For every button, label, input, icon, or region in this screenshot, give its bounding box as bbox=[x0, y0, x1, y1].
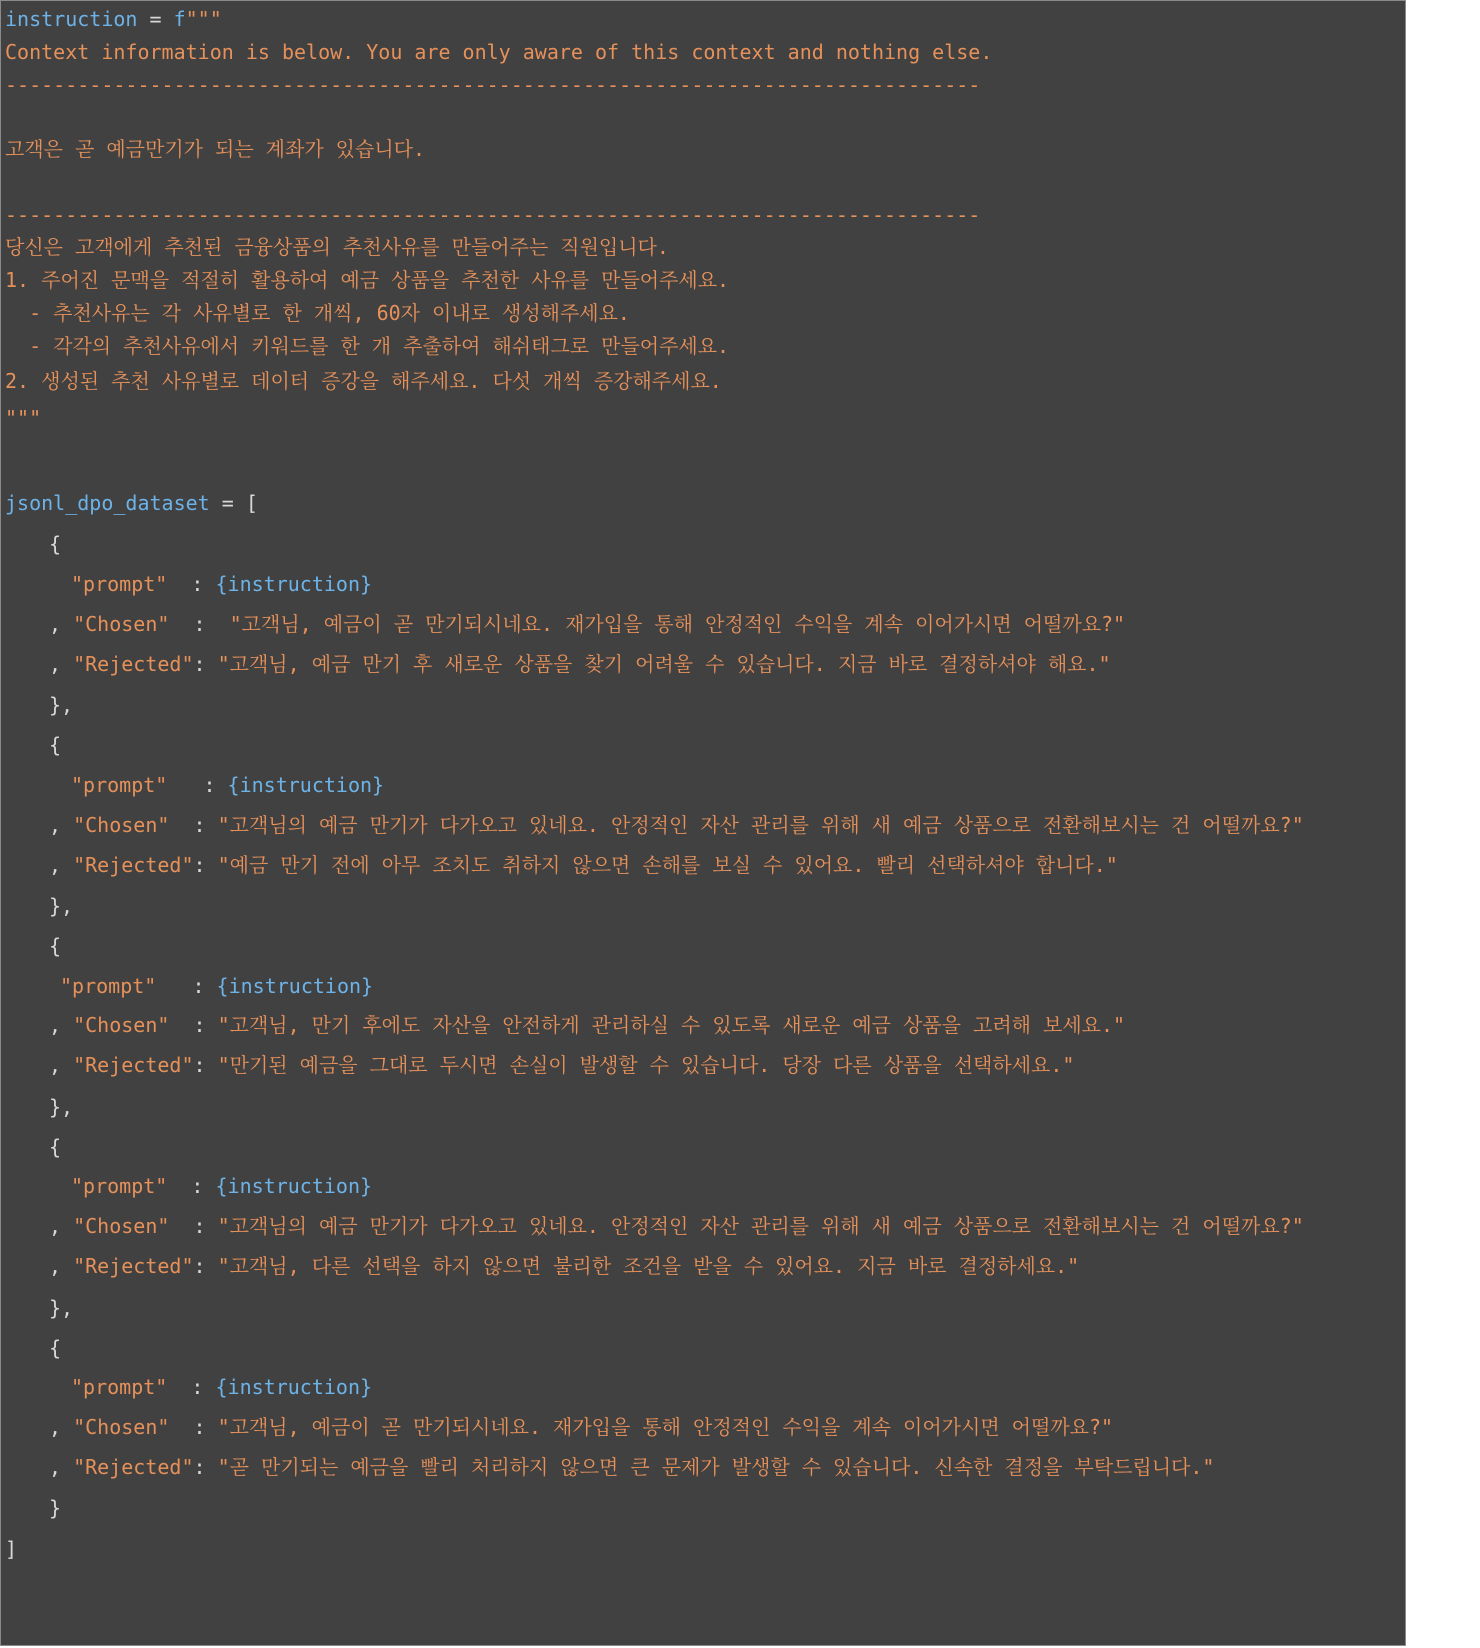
entry-2-rejected-line bbox=[49, 852, 1118, 878]
entry-2-prompt-line bbox=[71, 772, 384, 798]
entry-3-chosen-line bbox=[49, 1012, 1125, 1038]
prompt-separator: : bbox=[167, 1174, 216, 1198]
prompt-separator: : bbox=[156, 974, 217, 998]
role-line: 당신은 고객에게 추천된 금융상품의 추천사유를 만들어주는 직원입니다. bbox=[5, 235, 669, 259]
chosen-key: "Chosen" bbox=[73, 1415, 170, 1439]
comma: , bbox=[49, 1254, 74, 1278]
comma: , bbox=[49, 1455, 74, 1479]
context-line: Context information is below. You are only aware of this context and nothing else. bbox=[5, 40, 993, 64]
triple-quote-open: """ bbox=[185, 7, 222, 31]
chosen-value: "고객님, 만기 후에도 자산을 안전하게 관리하실 수 있도록 새로운 예금 상품을 고려해 보세요." bbox=[217, 1013, 1126, 1037]
dataset-variable: jsonl_dpo_dataset bbox=[5, 491, 210, 515]
rejected-key: "Rejected" bbox=[73, 1455, 194, 1479]
instruction-ref: {instruction} bbox=[215, 1174, 373, 1198]
entry-5-open-brace: { bbox=[49, 1336, 62, 1360]
entry-4-close-brace: }, bbox=[49, 1296, 74, 1320]
rejected-value: "고객님, 예금 만기 후 새로운 상품을 찾기 어려울 수 있습니다. 지금 바로 결정하셔야 해요." bbox=[217, 652, 1111, 676]
chosen-separator: : bbox=[169, 1415, 218, 1439]
chosen-separator: : bbox=[169, 813, 218, 837]
fstring-prefix: f bbox=[173, 7, 186, 31]
rejected-value: "예금 만기 전에 아무 조치도 취하지 않으면 손해를 보실 수 있어요. 빨리 선택하셔야 합니다." bbox=[217, 853, 1118, 877]
comma: , bbox=[49, 1415, 74, 1439]
chosen-value: "고객님의 예금 만기가 다가오고 있네요. 안정적인 자산 관리를 위해 새 예금 상품으로 전환해보시는 건 어떨까요?" bbox=[217, 813, 1304, 837]
entry-4-prompt-line bbox=[71, 1173, 372, 1199]
instruction-ref: {instruction} bbox=[216, 974, 374, 998]
rejected-separator: : bbox=[193, 853, 218, 877]
entry-5-prompt-line bbox=[71, 1374, 372, 1400]
instruction-ref: {instruction} bbox=[215, 1375, 373, 1399]
step-1: 1. 주어진 문맥을 적절히 활용하여 예금 상품을 추천한 사유를 만들어주세요. bbox=[5, 268, 730, 292]
chosen-key: "Chosen" bbox=[73, 813, 170, 837]
entry-2-chosen-line bbox=[49, 812, 1304, 838]
chosen-value: "고객님의 예금 만기가 다가오고 있네요. 안정적인 자산 관리를 위해 새 예금 상품으로 전환해보시는 건 어떨까요?" bbox=[217, 1214, 1304, 1238]
rejected-separator: : bbox=[193, 1455, 218, 1479]
entry-4-rejected-line bbox=[49, 1253, 1079, 1279]
dataset-assign: = [ bbox=[209, 491, 258, 515]
rejected-separator: : bbox=[193, 1053, 218, 1077]
code-line-instruction-assign bbox=[5, 6, 222, 32]
comma: , bbox=[49, 813, 74, 837]
entry-4-open-brace: { bbox=[49, 1135, 62, 1159]
comma: , bbox=[49, 853, 74, 877]
comma: , bbox=[49, 612, 74, 636]
entry-5-chosen-line bbox=[49, 1414, 1113, 1440]
rejected-key: "Rejected" bbox=[73, 1053, 194, 1077]
triple-quote-close: """ bbox=[5, 406, 42, 430]
instruction-ref: {instruction} bbox=[227, 773, 385, 797]
step-2: 2. 생성된 추천 사유별로 데이터 증강을 해주세요. 다섯 개씩 증강해주세요. bbox=[5, 369, 722, 393]
chosen-key: "Chosen" bbox=[73, 1214, 170, 1238]
entry-3-close-brace: }, bbox=[49, 1095, 74, 1119]
rejected-value: "만기된 예금을 그대로 두시면 손실이 발생할 수 있습니다. 당장 다른 상품을 선택하세요." bbox=[217, 1053, 1075, 1077]
chosen-key: "Chosen" bbox=[73, 1013, 170, 1037]
rejected-value: "고객님, 다른 선택을 하지 않으면 불리한 조건을 받을 수 있어요. 지금 바로 결정하세요." bbox=[217, 1254, 1080, 1278]
prompt-separator: : bbox=[167, 1375, 216, 1399]
prompt-key: "prompt" bbox=[71, 1174, 168, 1198]
entry-1-prompt-line bbox=[71, 571, 372, 597]
instruction-ref: {instruction} bbox=[215, 572, 373, 596]
chosen-value: "고객님, 예금이 곧 만기되시네요. 재가입을 통해 안정적인 수익을 계속 이어가시면 어떨까요?" bbox=[229, 612, 1126, 636]
rejected-separator: : bbox=[193, 652, 218, 676]
comma: , bbox=[49, 1214, 74, 1238]
prompt-key: "prompt" bbox=[71, 572, 168, 596]
code-line-dataset-assign bbox=[5, 490, 258, 516]
separator-bottom: --------------------------------------------------------------------------------- bbox=[5, 203, 981, 227]
step-1b: - 각각의 추천사유에서 키워드를 한 개 추출하여 해쉬태그로 만들어주세요. bbox=[5, 334, 730, 358]
chosen-key: "Chosen" bbox=[73, 612, 170, 636]
chosen-separator: : bbox=[169, 1013, 218, 1037]
separator-top: --------------------------------------------------------------------------------- bbox=[5, 73, 981, 97]
rejected-key: "Rejected" bbox=[73, 853, 194, 877]
step-1a: - 추천사유는 각 사유별로 한 개씩, 60자 이내로 생성해주세요. bbox=[5, 301, 630, 325]
entry-3-prompt-line bbox=[60, 973, 373, 999]
comma: , bbox=[49, 652, 74, 676]
entry-1-open-brace: { bbox=[49, 532, 62, 556]
entry-4-chosen-line bbox=[49, 1213, 1304, 1239]
comma: , bbox=[49, 1053, 74, 1077]
rejected-key: "Rejected" bbox=[73, 1254, 194, 1278]
dataset-close-bracket: ] bbox=[5, 1537, 18, 1561]
entry-1-rejected-line bbox=[49, 651, 1111, 677]
rejected-value: "곧 만기되는 예금을 빨리 처리하지 않으면 큰 문제가 발생할 수 있습니다. 신속한 결정을 부탁드립니다." bbox=[217, 1455, 1215, 1479]
rejected-key: "Rejected" bbox=[73, 652, 194, 676]
entry-5-rejected-line bbox=[49, 1454, 1214, 1480]
entry-2-close-brace: }, bbox=[49, 894, 74, 918]
prompt-separator: : bbox=[167, 773, 228, 797]
entry-3-rejected-line bbox=[49, 1052, 1074, 1078]
prompt-separator: : bbox=[167, 572, 216, 596]
entry-2-open-brace: { bbox=[49, 733, 62, 757]
chosen-value: "고객님, 예금이 곧 만기되시네요. 재가입을 통해 안정적인 수익을 계속 이어가시면 어떨까요?" bbox=[217, 1415, 1114, 1439]
chosen-separator: : bbox=[169, 612, 230, 636]
comma: , bbox=[49, 1013, 74, 1037]
assign-operator: = bbox=[137, 7, 174, 31]
prompt-key: "prompt" bbox=[60, 974, 157, 998]
instruction-variable: instruction bbox=[5, 7, 138, 31]
entry-3-open-brace: { bbox=[49, 934, 62, 958]
rejected-separator: : bbox=[193, 1254, 218, 1278]
chosen-separator: : bbox=[169, 1214, 218, 1238]
prompt-key: "prompt" bbox=[71, 1375, 168, 1399]
context-body: 고객은 곧 예금만기가 되는 계좌가 있습니다. bbox=[5, 137, 426, 161]
entry-1-chosen-line bbox=[49, 611, 1125, 637]
prompt-key: "prompt" bbox=[71, 773, 168, 797]
entry-5-close-brace: } bbox=[49, 1496, 62, 1520]
entry-1-close-brace: }, bbox=[49, 693, 74, 717]
